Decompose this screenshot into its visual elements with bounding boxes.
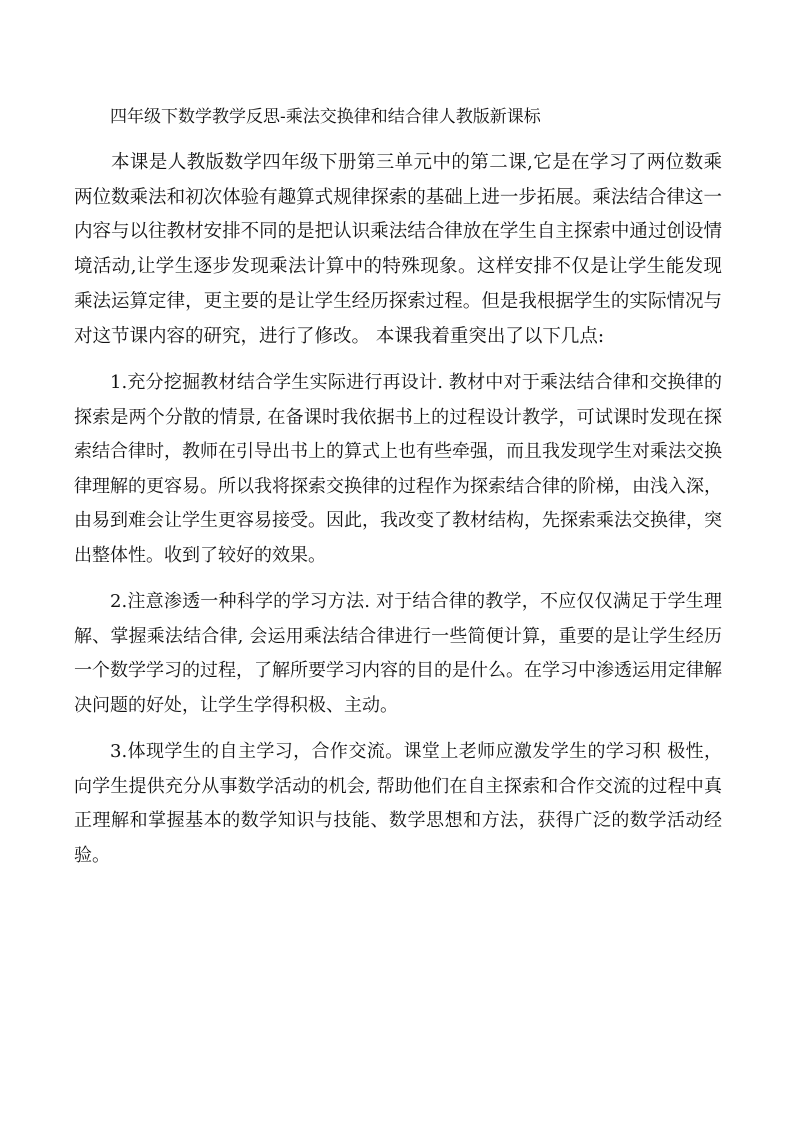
paragraph-point-2: 2.注意渗透一种科学的学习方法. 对于结合律的教学，不应仅仅满足于学生理解、掌握乘法结合律, 会运用乘法结合律进行一些简便计算，重要的是让学生经历一个数学学习的过程，了解所要学习内容的目的是什么。在学习中渗透运用定律解决问题的好处，让学生学得积极、主动。 bbox=[74, 591, 722, 716]
document-title: 四年级下数学教学反思-乘法交换律和结合律人教版新课标 bbox=[110, 107, 541, 127]
document-body bbox=[74, 100, 722, 873]
paragraph-point-3: 3.体现学生的自主学习，合作交流。课堂上老师应激发学生的学习积 极性，向学生提供充分从事数学活动的机会, 帮助他们在自主探索和合作交流的过程中真正理解和掌握基本的数学知识与技能、数学思想和方法，获得广泛的数学活动经验。 bbox=[74, 741, 722, 866]
paragraph-intro: 本课是人教版数学四年级下册第三单元中的第二课,它是在学习了两位数乘两位数乘法和初次体验有趣算式规律探索的基础上进一步拓展。乘法结合律这一内容与以往教材安排不同的是把认识乘法结合律放在学生自主探索中通过创设情境活动,让学生逐步发现乘法计算中的特殊现象。这样安排不仅是让学生能发现乘法运算定律，更主要的是让学生经历探索过程。但是我根据学生的实际情况与对这节课内容的研究，进行了修改。 本课我着重突出了以下几点: bbox=[74, 152, 722, 347]
paragraph-point-1: 1.充分挖掘教材结合学生实际进行再设计. 教材中对于乘法结合律和交换律的探索是两个分散的情景, 在备课时我依据书上的过程设计教学，可试课时发现在探索结合律时，教师在引导出书上的算式上也有些牵强，而且我发现学生对乘法交换律理解的更容易。所以我将探索交换律的过程作为探索结合律的阶梯，由浅入深，由易到难会让学生更容易接受。因此，我改变了教材结构，先探索乘法交换律，突出整体性。收到了较好的效果。 bbox=[74, 372, 722, 566]
